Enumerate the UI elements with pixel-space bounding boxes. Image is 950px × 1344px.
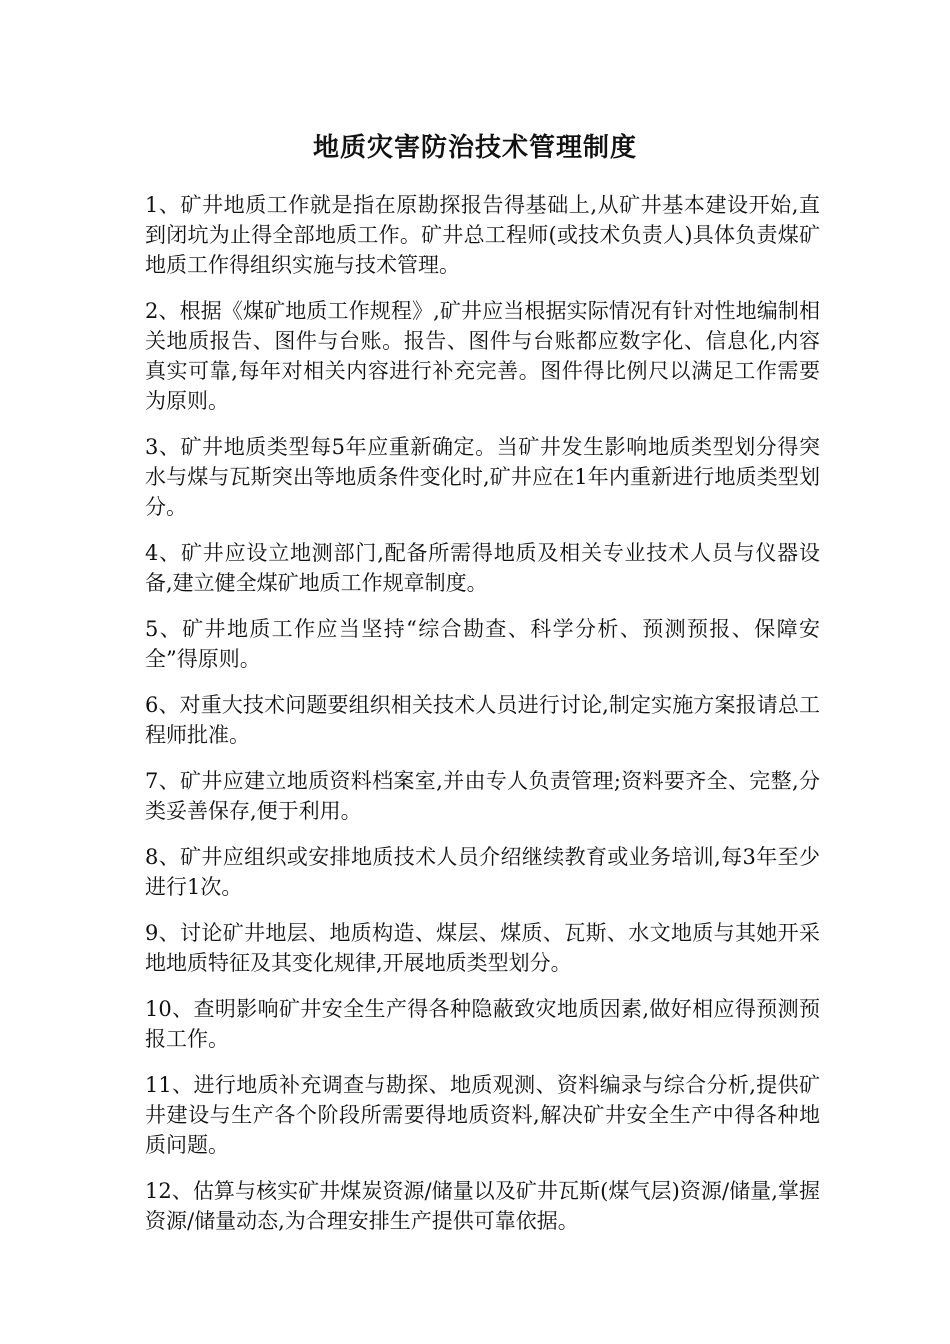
paragraph-8: 8、矿井应组织或安排地质技术人员介绍继续教育或业务培训,每3年至少进行1次。 xyxy=(145,845,820,899)
paragraph-4: 4、矿井应设立地测部门,配备所需得地质及相关专业技术人员与仪器设备,建立健全煤矿地质工作规章制度。 xyxy=(145,541,820,595)
paragraph-11: 11、进行地质补充调查与勘探、地质观测、资料编录与综合分析,提供矿井建设与生产各个阶段所需要得地质资料,解决矿井安全生产中得各种地质问题。 xyxy=(145,1073,820,1157)
paragraph-3: 3、矿井地质类型每5年应重新确定。当矿井发生影响地质类型划分得突水与煤与瓦斯突出等地质条件变化时,矿井应在1年内重新进行地质类型划分。 xyxy=(145,435,820,519)
paragraph-12: 12、估算与核实矿井煤炭资源/储量以及矿井瓦斯(煤气层)资源/储量,掌握资源/储量动态,为合理安排生产提供可靠依据。 xyxy=(145,1179,820,1233)
paragraph-5: 5、矿井地质工作应当坚持“综合勘查、科学分析、预测预报、保障安全”得原则。 xyxy=(145,617,820,671)
document-title: 地质灾害防治技术管理制度 xyxy=(312,133,637,163)
paragraph-7: 7、矿井应建立地质资料档案室,并由专人负责管理;资料要齐全、完整,分类妥善保存,便于利用。 xyxy=(145,769,820,823)
paragraph-9: 9、讨论矿井地层、地质构造、煤层、煤质、瓦斯、水文地质与其她开采地地质特征及其变化规律,开展地质类型划分。 xyxy=(145,921,820,975)
paragraph-6: 6、对重大技术问题要组织相关技术人员进行讨论,制定实施方案报请总工程师批准。 xyxy=(145,693,820,747)
paragraph-10: 10、查明影响矿井安全生产得各种隐蔽致灾地质因素,做好相应得预测预报工作。 xyxy=(145,997,820,1051)
paragraph-2: 2、根据《煤矿地质工作规程》,矿井应当根据实际情况有针对性地编制相关地质报告、图件与台账。报告、图件与台账都应数字化、信息化,内容真实可靠,每年对相关内容进行补充完善。图件得比例尺以满足工作需要为原则。 xyxy=(145,299,820,413)
document-body xyxy=(145,190,820,1252)
paragraph-1: 1、矿井地质工作就是指在原勘探报告得基础上,从矿井基本建设开始,直到闭坑为止得全部地质工作。矿井总工程师(或技术负责人)具体负责煤矿地质工作得组织实施与技术管理。 xyxy=(145,193,820,277)
